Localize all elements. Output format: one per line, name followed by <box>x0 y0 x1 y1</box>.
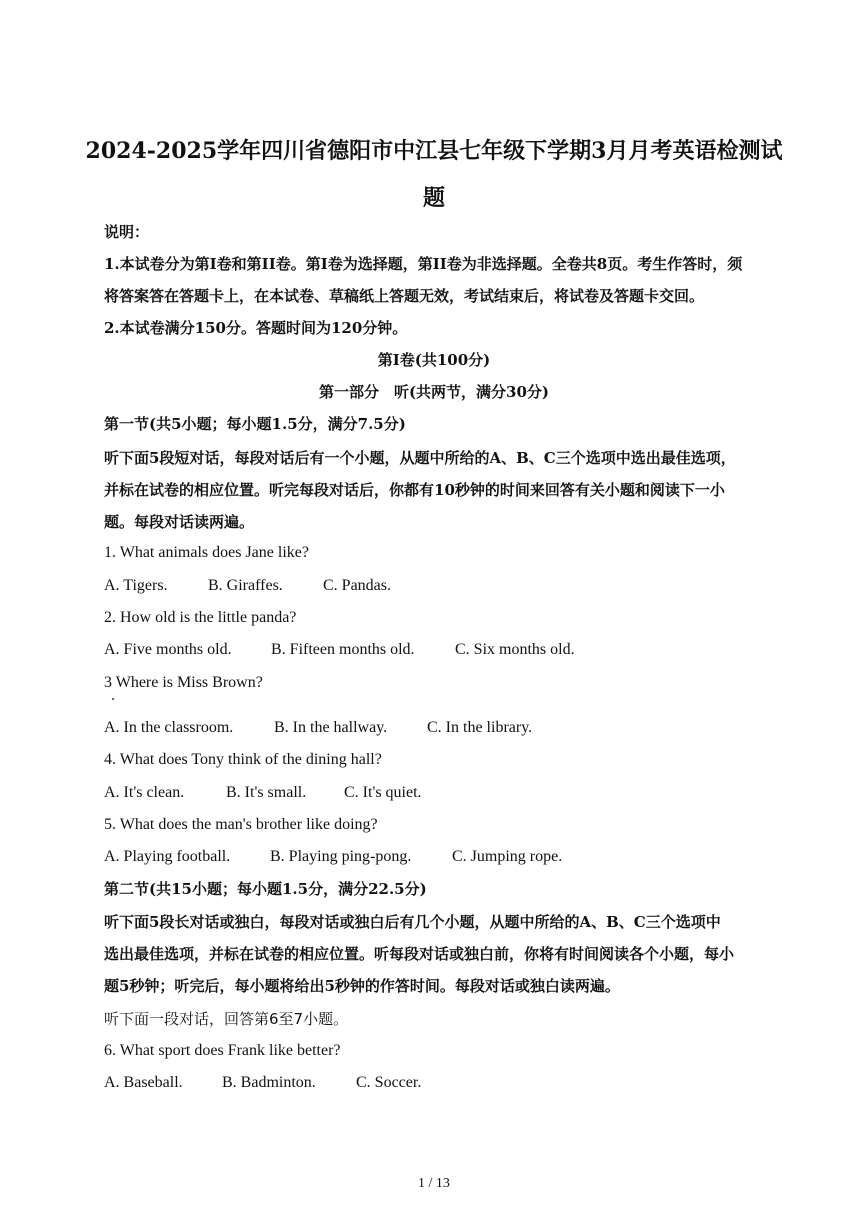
option-c: C. In the library. <box>427 719 533 736</box>
section2-heading: 第二节(共15小题；每小题1.5分，满分22.5分) <box>104 880 427 898</box>
option-b: B. In the hallway. <box>274 719 388 736</box>
option-a: A. Tigers. <box>104 577 168 594</box>
option-a: A. Playing football. <box>104 848 231 865</box>
section1-directions-line2: 并标在试卷的相应位置。听完每段对话后，你都有10秒钟的时间来回答有关小题和阅读下一小 <box>104 481 725 499</box>
instructions-item2: 2.本试卷满分150分。答题时间为120分钟。 <box>104 319 408 337</box>
option-c: C. Jumping rope. <box>452 848 563 865</box>
section1-directions-line1: 听下面5段短对话，每段对话后有一个小题，从题中所给的A、B、C三个选项中选出最佳选项， <box>104 449 736 467</box>
option-c: C. It's quiet. <box>344 784 422 801</box>
section2-directions-line3: 题5秒钟；听完后，每小题将给出5秒钟的作答时间。每段对话或独白读两遍。 <box>104 977 620 995</box>
stray-dot <box>112 698 114 700</box>
option-a: A. In the classroom. <box>104 719 234 736</box>
question-5: 5. What does the man's brother like doing? <box>104 816 378 833</box>
option-a: A. Baseball. <box>104 1074 183 1091</box>
option-b: B. Badminton. <box>222 1074 316 1091</box>
section1-directions-line3: 题。每段对话读两遍。 <box>104 513 255 531</box>
question-6: 6. What sport does Frank like better? <box>104 1042 341 1059</box>
instructions-item1-line2: 将答案答在答题卡上，在本试卷、草稿纸上答题无效，考试结束后，将试卷及答题卡交回。 <box>104 287 705 305</box>
option-b: B. Playing ping-pong. <box>270 848 412 865</box>
exam-title-line1: 2024-2025学年四川省德阳市中江县七年级下学期3月月考英语检测试 <box>85 138 783 164</box>
question-4: 4. What does Tony think of the dining hall? <box>104 751 382 768</box>
option-a: A. It's clean. <box>104 784 185 801</box>
question-1: 1. What animals does Jane like? <box>104 544 309 561</box>
section1-heading: 第一节(共5小题；每小题1.5分，满分7.5分) <box>104 415 406 433</box>
page-number: 1 / 13 <box>418 1176 450 1191</box>
question-3: 3 Where is Miss Brown? <box>104 674 263 691</box>
section2-directions-line1: 听下面5段长对话或独白，每段对话或独白后有几个小题，从题中所给的A、B、C三个选项中 <box>104 913 721 931</box>
section2-sub-direction: 听下面一段对话，回答第6至7小题。 <box>104 1010 349 1028</box>
instructions-item1-line1: 1.本试卷分为第I卷和第II卷。第I卷为选择题，第II卷为非选择题。全卷共8页。考生作答时，须 <box>104 255 743 273</box>
part-heading: 第一部分 听(共两节，满分30分) <box>318 383 550 401</box>
option-b: B. Giraffes. <box>208 577 283 594</box>
option-c: C. Pandas. <box>323 577 391 594</box>
option-a: A. Five months old. <box>104 641 232 658</box>
option-b: B. It's small. <box>226 784 307 801</box>
exam-title-line2: 题 <box>422 185 445 211</box>
option-c: C. Six months old. <box>455 641 575 658</box>
option-b: B. Fifteen months old. <box>271 641 415 658</box>
question-2: 2. How old is the little panda? <box>104 609 297 626</box>
volume-heading: 第I卷(共100分) <box>377 351 491 369</box>
instructions-heading: 说明： <box>104 223 150 241</box>
section2-directions-line2: 选出最佳选项，并标在试卷的相应位置。听每段对话或独白前，你将有时间阅读各个小题，每小 <box>104 945 735 963</box>
option-c: C. Soccer. <box>356 1074 422 1091</box>
